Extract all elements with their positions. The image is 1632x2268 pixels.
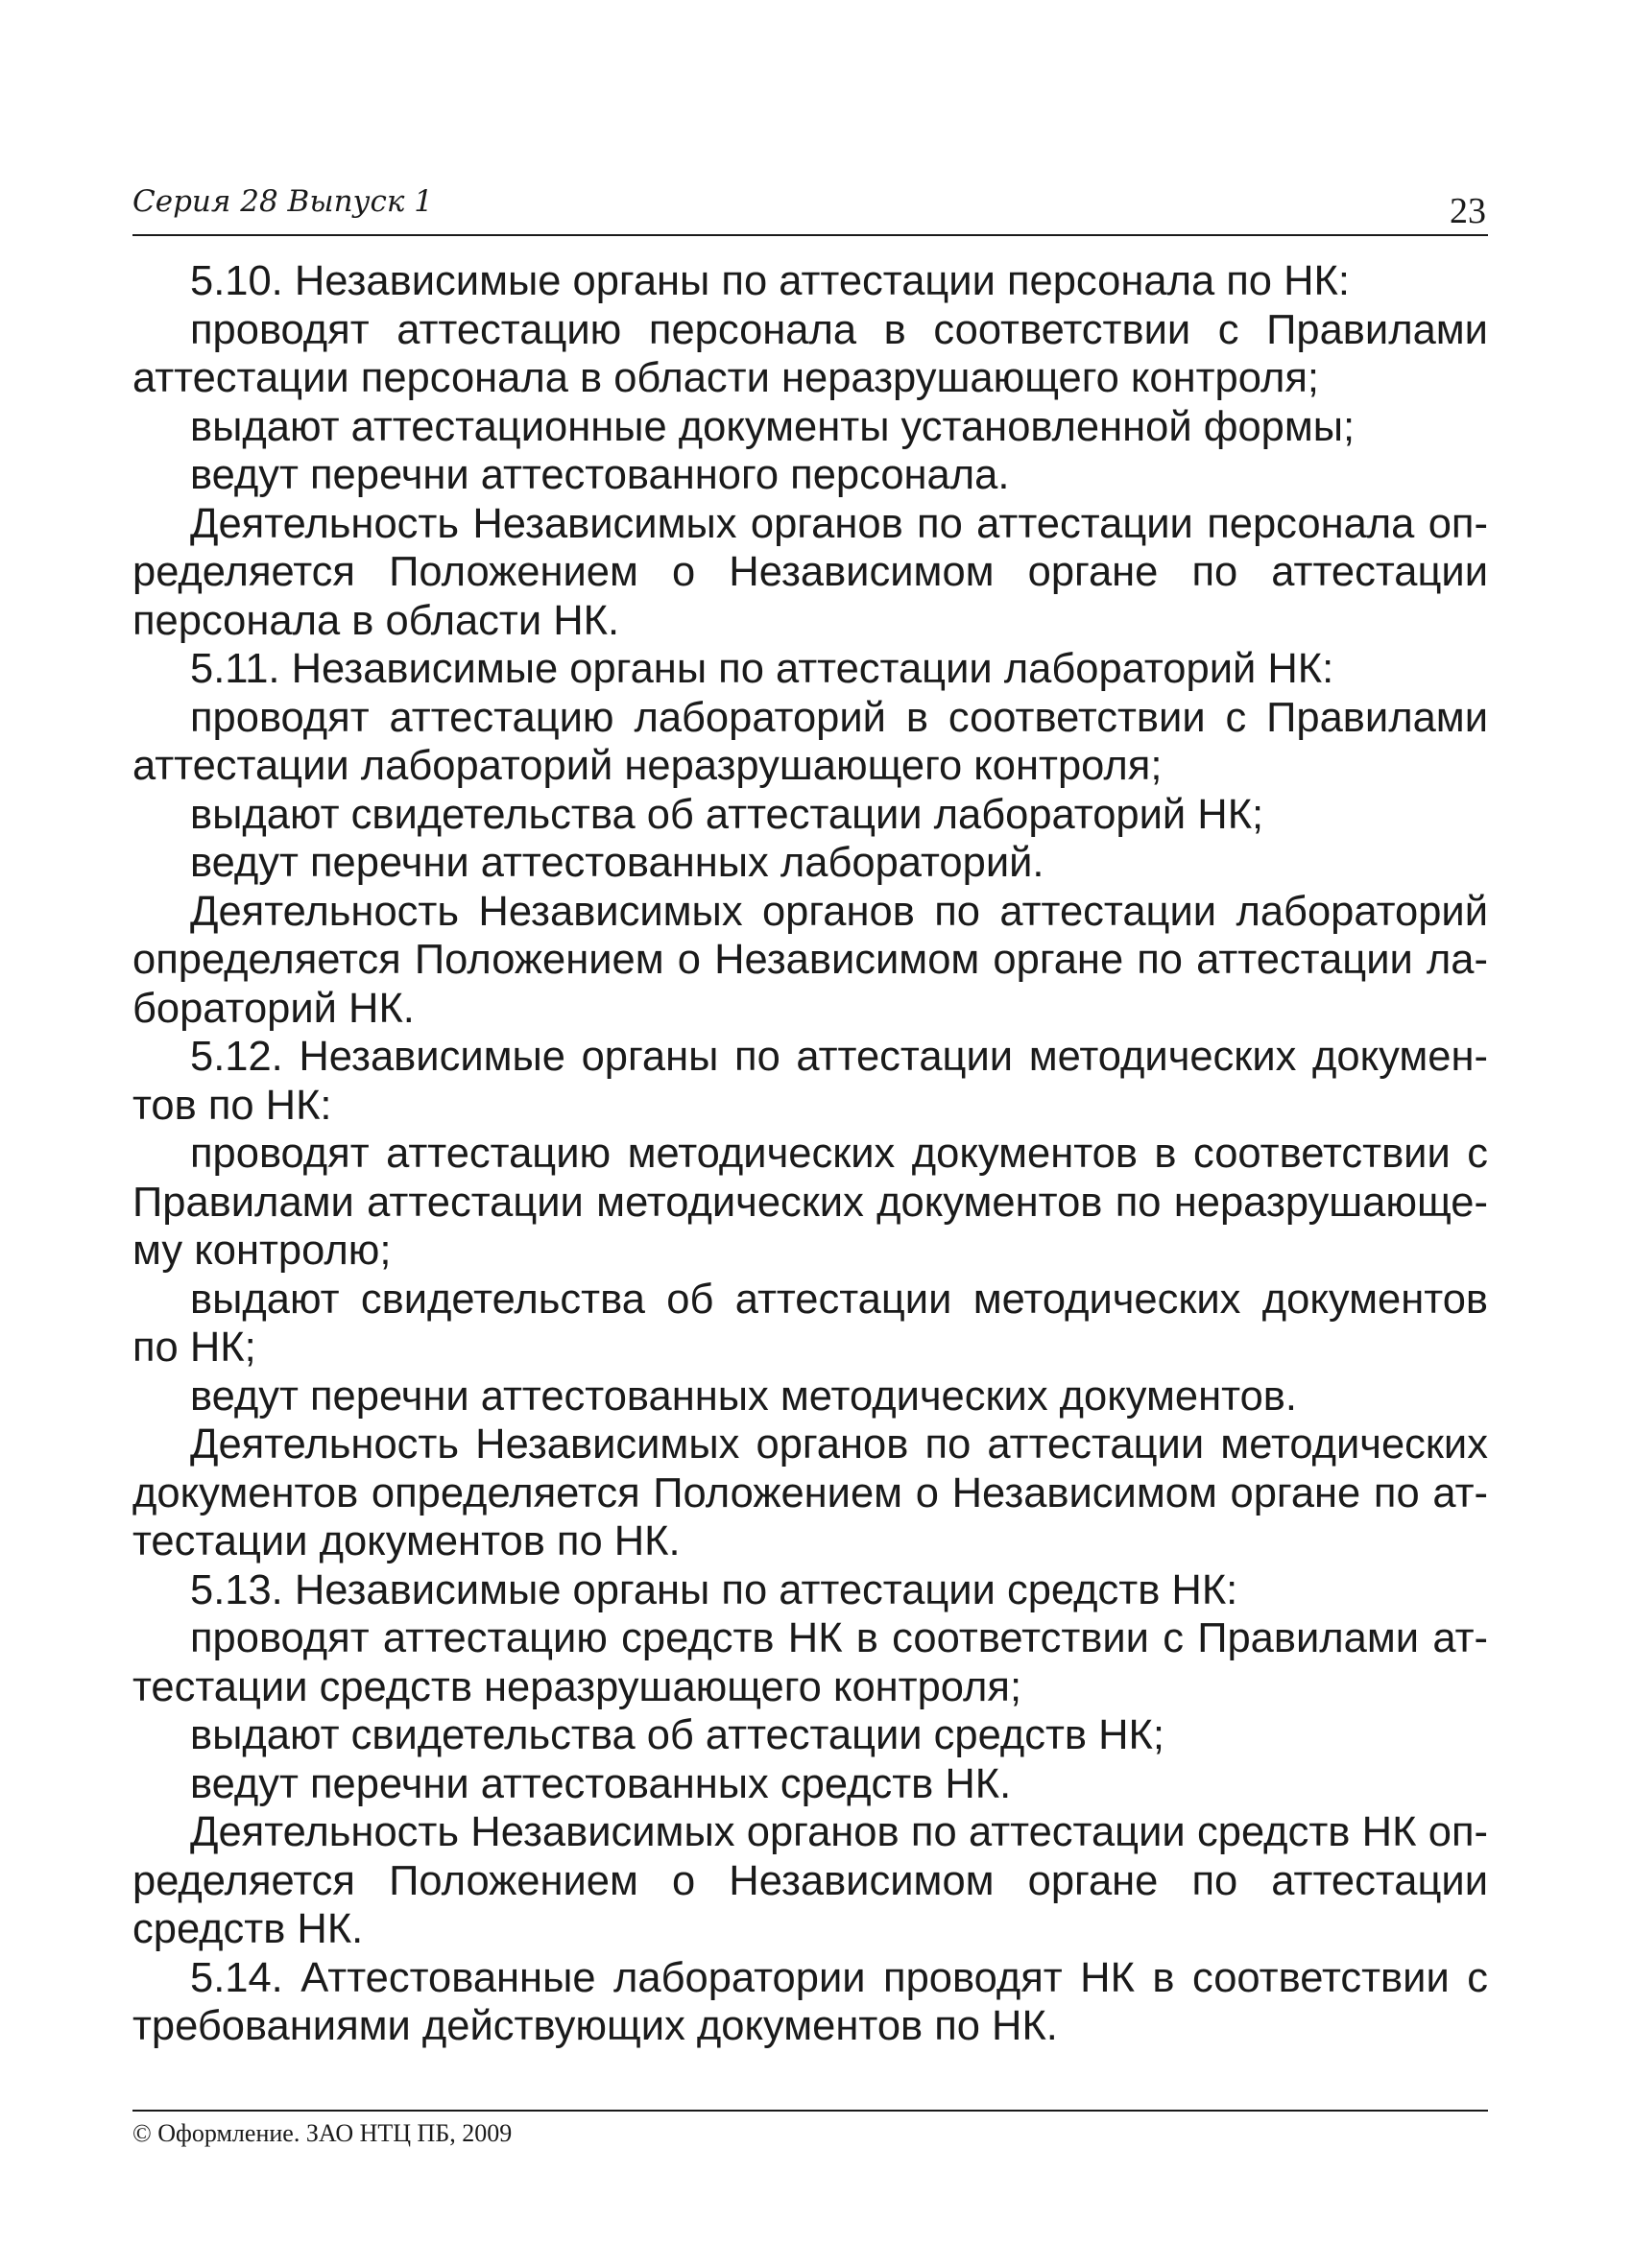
paragraph: выдают аттестационные документы установленной формы; — [190, 403, 1356, 450]
paragraph-5-10-heading: 5.10. Независимые органы по аттестации персонала по НК: — [190, 258, 1350, 304]
paragraph: ведут перечни аттестованных методических документов. — [190, 1373, 1297, 1420]
paragraph: Деятельность Независимых органов по аттестации лабораторий определяется Положением о Независимом органе по аттестации лабораторий НК. — [132, 888, 1488, 1032]
paragraph-5-11-heading: 5.11. Независимые органы по аттестации лабораторий НК: — [190, 646, 1334, 692]
footer-divider — [132, 2110, 1488, 2112]
paragraph-5-13-heading: 5.13. Независимые органы по аттестации средств НК: — [190, 1566, 1238, 1613]
paragraph: проводят аттестацию методических документов в соответствии с Правилами аттестации методических документов по неразрушающему контролю; — [132, 1131, 1488, 1274]
paragraph: ведут перечни аттестованных средств НК. — [190, 1760, 1012, 1807]
paragraph: выдают свидетельства об аттестации лабораторий НК; — [190, 791, 1264, 838]
footer-copyright: © Оформление. ЗАО НТЦ ПБ, 2009 — [132, 2119, 513, 2147]
page-number: 23 — [1450, 191, 1486, 231]
paragraph: выдают свидетельства об аттестации методических документов по НК; — [132, 1276, 1488, 1371]
paragraph-5-12-heading: 5.12. Независимые органы по аттестации методических документов по НК: — [132, 1034, 1488, 1129]
paragraph: проводят аттестацию персонала в соответствии с Правилами аттестации персонала в области неразрушающего контроля; — [132, 306, 1488, 401]
paragraph: выдают свидетельства об аттестации средств НК; — [190, 1712, 1164, 1758]
page-header — [132, 184, 1488, 236]
paragraph: проводят аттестацию лабораторий в соответствии с Правилами аттестации лабораторий неразрушающего контроля; — [132, 694, 1488, 789]
paragraph: ведут перечни аттестованных лабораторий. — [190, 840, 1044, 886]
paragraph: ведут перечни аттестованного персонала. — [190, 452, 1010, 498]
paragraph: Деятельность Независимых органов по аттестации персонала определяется Положением о Независимом органе по аттестации персонала в области НК. — [132, 500, 1488, 644]
paragraph: Деятельность Независимых органов по аттестации средств НК определяется Положением о Независимом органе по аттестации средств НК. — [132, 1809, 1488, 1952]
series-title: Серия 28 Выпуск 1 — [132, 184, 433, 219]
document-body — [132, 257, 1488, 2051]
paragraph-5-14: 5.14. Аттестованные лаборатории проводят НК в соответствии с требованиями действующих документов по НК. — [132, 1954, 1488, 2049]
paragraph: проводят аттестацию средств НК в соответствии с Правилами аттестации средств неразрушающего контроля; — [132, 1615, 1488, 1710]
paragraph: Деятельность Независимых органов по аттестации методических документов определяется Положением о Независимом органе по аттестации документов по НК. — [132, 1421, 1488, 1564]
